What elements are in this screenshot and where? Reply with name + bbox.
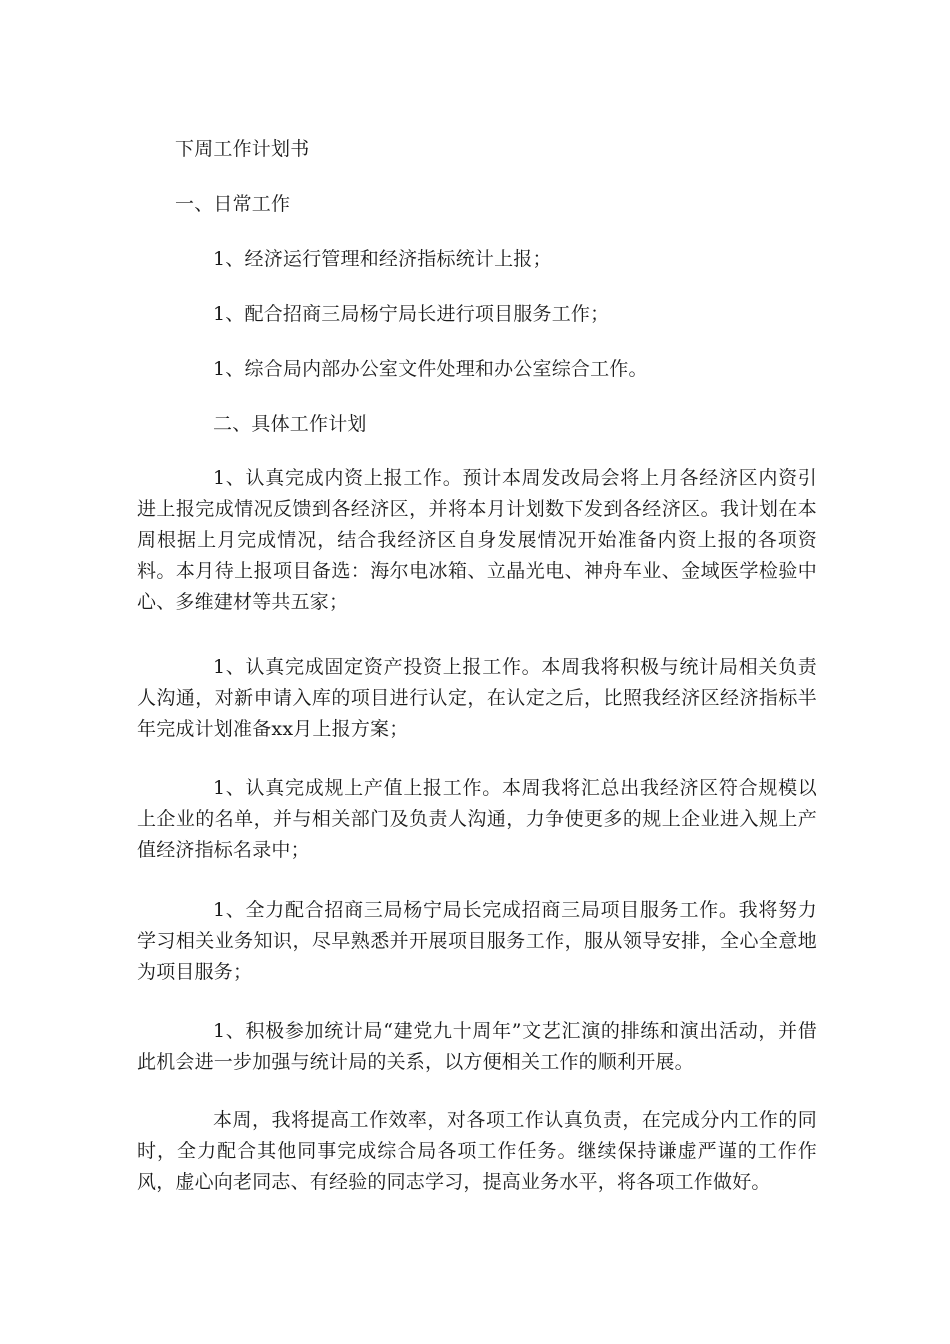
- plan-paragraph: 1、认真完成规上产值上报工作。本周我将汇总出我经济区符合规模以上企业的名单，并与相关部门及负责人沟通，力争使更多的规上企业进入规上产值经济指标名录中；: [137, 777, 817, 861]
- plan-paragraph: 1、积极参加统计局“建党九十周年”文艺汇演的排练和演出活动，并借此机会进一步加强与统计局的关系，以方便相关工作的顺利开展。: [137, 1020, 817, 1073]
- section-heading-specific-plan: 二、具体工作计划: [213, 413, 367, 435]
- daily-work-item: 1、综合局内部办公室文件处理和办公室综合工作。: [213, 358, 648, 380]
- closing-paragraph: 本周，我将提高工作效率，对各项工作认真负责，在完成分内工作的同时，全力配合其他同事完成综合局各项工作任务。继续保持谦虚严谨的工作作风，虚心向老同志、有经验的同志学习，提高业务水平，将各项工作做好。: [137, 1109, 817, 1193]
- plan-paragraph: 1、认真完成内资上报工作。预计本周发改局会将上月各经济区内资引进上报完成情况反馈到各经济区，并将本月计划数下发到各经济区。我计划在本周根据上月完成情况，结合我经济区自身发展情况开始准备内资上报的各项资料。本月待上报项目备选：海尔电冰箱、立晶光电、神舟车业、金域医学检验中心、多维建材等共五家；: [137, 467, 817, 613]
- daily-work-item: 1、配合招商三局杨宁局长进行项目服务工作；: [213, 303, 610, 325]
- plan-paragraph: 1、全力配合招商三局杨宁局长完成招商三局项目服务工作。我将努力学习相关业务知识，尽早熟悉并开展项目服务工作，服从领导安排，全心全意地为项目服务；: [137, 899, 817, 983]
- daily-work-item: 1、经济运行管理和经济指标统计上报；: [213, 248, 552, 270]
- section-heading-daily-work: 一、日常工作: [175, 193, 291, 215]
- plan-paragraph: 1、认真完成固定资产投资上报工作。本周我将积极与统计局相关负责人沟通，对新申请入库的项目进行认定，在认定之后，比照我经济区经济指标半年完成计划准备xx月上报方案；: [137, 656, 817, 740]
- document-title: 下周工作计划书: [175, 138, 310, 160]
